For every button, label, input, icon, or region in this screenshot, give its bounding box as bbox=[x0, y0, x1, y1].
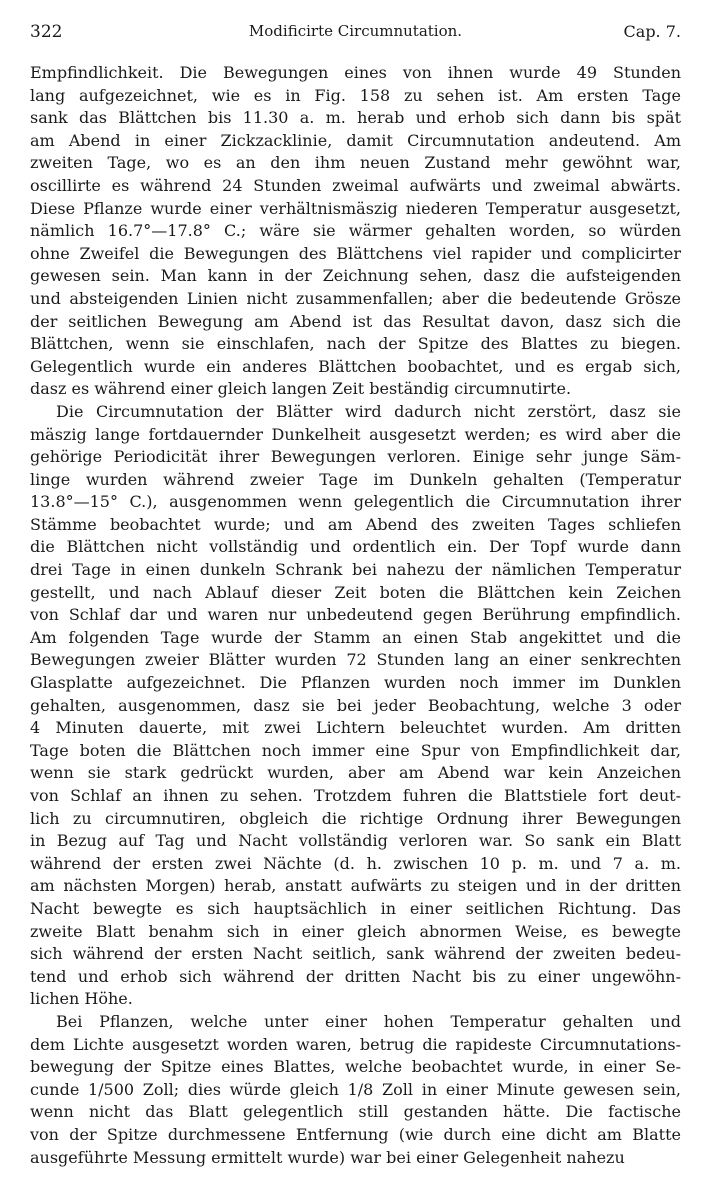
text-line: von Schlaf an ihnen zu sehen. Trotzdem fuhren die Blattstiele fort deut- bbox=[30, 786, 681, 805]
text-line: sank das Blättchen bis 11.30 a. m. herab und erhob sich dann bis spät bbox=[30, 108, 681, 128]
text-line: zweiten Tage, wo es an den ihm neuen Zustand mehr gewöhnt war, bbox=[30, 153, 681, 173]
text-line: Die Circumnutation der Blätter wird dadurch nicht zerstört, dasz sie bbox=[56, 401, 681, 421]
text-line: bewegung der Spitze eines Blattes, welche beobachtet wurde, in einer Se- bbox=[30, 1057, 681, 1077]
text-line: die Blättchen nicht vollständig und ordentlich ein. Der Topf wurde dann bbox=[30, 537, 681, 557]
text-line: Gelegentlich wurde ein anderes Blättchen boobachtet, und es ergab sich, bbox=[30, 356, 681, 376]
text-line: Nacht bewegte es sich hauptsächlich in einer seitlichen Richtung. Das bbox=[30, 898, 681, 918]
text-line: in Bezug auf Tag und Nacht vollständig verloren war. So sank ein Blatt bbox=[30, 831, 681, 851]
text-line: Blättchen, wenn sie einschlafen, nach der Spitze des Blattes zu biegen. bbox=[30, 334, 681, 354]
text-line: Bewegungen zweier Blätter wurden 72 Stunden lang an einer senkrechten bbox=[30, 650, 681, 670]
text-line: wenn nicht das Blatt gelegentlich still gestanden hätte. Die factische bbox=[30, 1102, 681, 1122]
text-line: sich während der ersten Nacht seitlich, sank während der zweiten bedeu- bbox=[30, 944, 681, 964]
text-line: Stämme beobachtet wurde; und am Abend des zweiten Tages schliefen bbox=[30, 514, 681, 534]
text-line: linge wurden während zweier Tage im Dunkeln gehalten (Temperatur bbox=[30, 469, 681, 489]
chapter-label: Cap. 7. bbox=[623, 22, 681, 41]
paragraph bbox=[30, 1011, 681, 1169]
text-line: Diese Pflanze wurde einer verhältnismäszig niederen Temperatur ausgesetzt, bbox=[30, 198, 681, 218]
text-line: gehalten, ausgenommen, dasz sie bei jeder Beobachtung, welche 3 oder bbox=[30, 695, 681, 715]
text-line: gehörige Periodicität ihrer Bewegungen verloren. Einige sehr junge Säm- bbox=[30, 447, 681, 467]
text-line: Am folgenden Tage wurde der Stamm an einen Stab angekittet und die bbox=[30, 627, 681, 647]
text-line: dasz es während einer gleich langen Zeit beständig circumnutirte. bbox=[30, 379, 572, 399]
text-line: Empfindlichkeit. Die Bewegungen eines von ihnen wurde 49 Stunden bbox=[30, 63, 681, 82]
text-line: 4 Minuten dauerte, mit zwei Lichtern beleuchtet wurden. Am dritten bbox=[30, 718, 681, 738]
text-line: gestellt, und nach Ablauf dieser Zeit boten die Blättchen kein Zeichen bbox=[30, 582, 681, 602]
text-line: von Schlaf dar und waren nur unbedeutend gegen Berührung empfindlich. bbox=[30, 605, 681, 625]
text-line: Glasplatte aufgezeichnet. Die Pflanzen wurden noch immer im Dunklen bbox=[30, 673, 681, 693]
text-line: tend und erhob sich während der dritten Nacht bis zu einer ungewöhn- bbox=[30, 966, 681, 986]
text-line: 13.8°—15° C.), ausgenommen wenn gelegentlich die Circumnutation ihrer bbox=[30, 492, 681, 512]
text-line: mäszig lange fortdauernder Dunkelheit ausgesetzt werden; es wird aber die bbox=[30, 424, 681, 444]
text-line: ausgeführte Messung ermittelt wurde) war bei einer Gelegenheit nahezu bbox=[30, 1147, 625, 1167]
text-line: oscillirte es während 24 Stunden zweimal aufwärts und zweimal abwärts. bbox=[30, 175, 681, 195]
text-line: der seitlichen Bewegung am Abend ist das Resultat davon, dasz sich die bbox=[30, 311, 681, 331]
running-title: Modificirte Circumnutation. bbox=[248, 22, 463, 40]
text-line: lich zu circumnutiren, obgleich die richtige Ordnung ihrer Bewegungen bbox=[30, 808, 681, 828]
page-header bbox=[30, 22, 681, 50]
text-line: wenn sie stark gedrückt wurden, aber am Abend war kein Anzeichen bbox=[30, 763, 681, 783]
paragraph bbox=[30, 62, 681, 401]
text-line: Bei Pflanzen, welche unter einer hohen Temperatur gehalten und bbox=[56, 1011, 681, 1031]
text-line: zweite Blatt benahm sich in einer gleich abnormen Weise, es bewegte bbox=[30, 921, 681, 941]
text-line: und absteigenden Linien nicht zusammenfallen; aber die bedeutende Grösze bbox=[30, 288, 681, 308]
text-line: Tage boten die Blättchen noch immer eine Spur von Empfindlichkeit dar, bbox=[30, 740, 681, 760]
text-line: während der ersten zwei Nächte (d. h. zwischen 10 p. m. und 7 a. m. bbox=[30, 853, 681, 873]
text-line: lang aufgezeichnet, wie es in Fig. 158 zu sehen ist. Am ersten Tage bbox=[30, 85, 681, 105]
text-line: am Abend in einer Zickzacklinie, damit Circumnutation andeutend. Am bbox=[30, 130, 681, 150]
text-line: dem Lichte ausgesetzt worden waren, betrug die rapideste Circumnutations- bbox=[30, 1034, 681, 1054]
text-line: nämlich 16.7°—17.8° C.; wäre sie wärmer gehalten worden, so würden bbox=[30, 221, 681, 241]
text-line: ohne Zweifel die Bewegungen des Blättchens viel rapider und complicirter bbox=[30, 243, 681, 263]
text-line: drei Tage in einen dunkeln Schrank bei nahezu der nämlichen Temperatur bbox=[30, 560, 681, 580]
body-text bbox=[30, 62, 681, 1169]
text-line: lichen Höhe. bbox=[30, 989, 133, 1009]
text-line: am nächsten Morgen) herab, anstatt aufwärts zu steigen und in der dritten bbox=[30, 876, 681, 896]
page-number: 322 bbox=[30, 22, 63, 42]
text-line: von der Spitze durchmessene Entfernung (wie durch eine dicht am Blatte bbox=[30, 1124, 681, 1144]
text-line: gewesen sein. Man kann in der Zeichnung sehen, dasz die aufsteigenden bbox=[30, 266, 681, 286]
paragraph bbox=[30, 401, 681, 1011]
text-line: cunde 1/500 Zoll; dies würde gleich 1/8 Zoll in einer Minute gewesen sein, bbox=[30, 1079, 681, 1099]
